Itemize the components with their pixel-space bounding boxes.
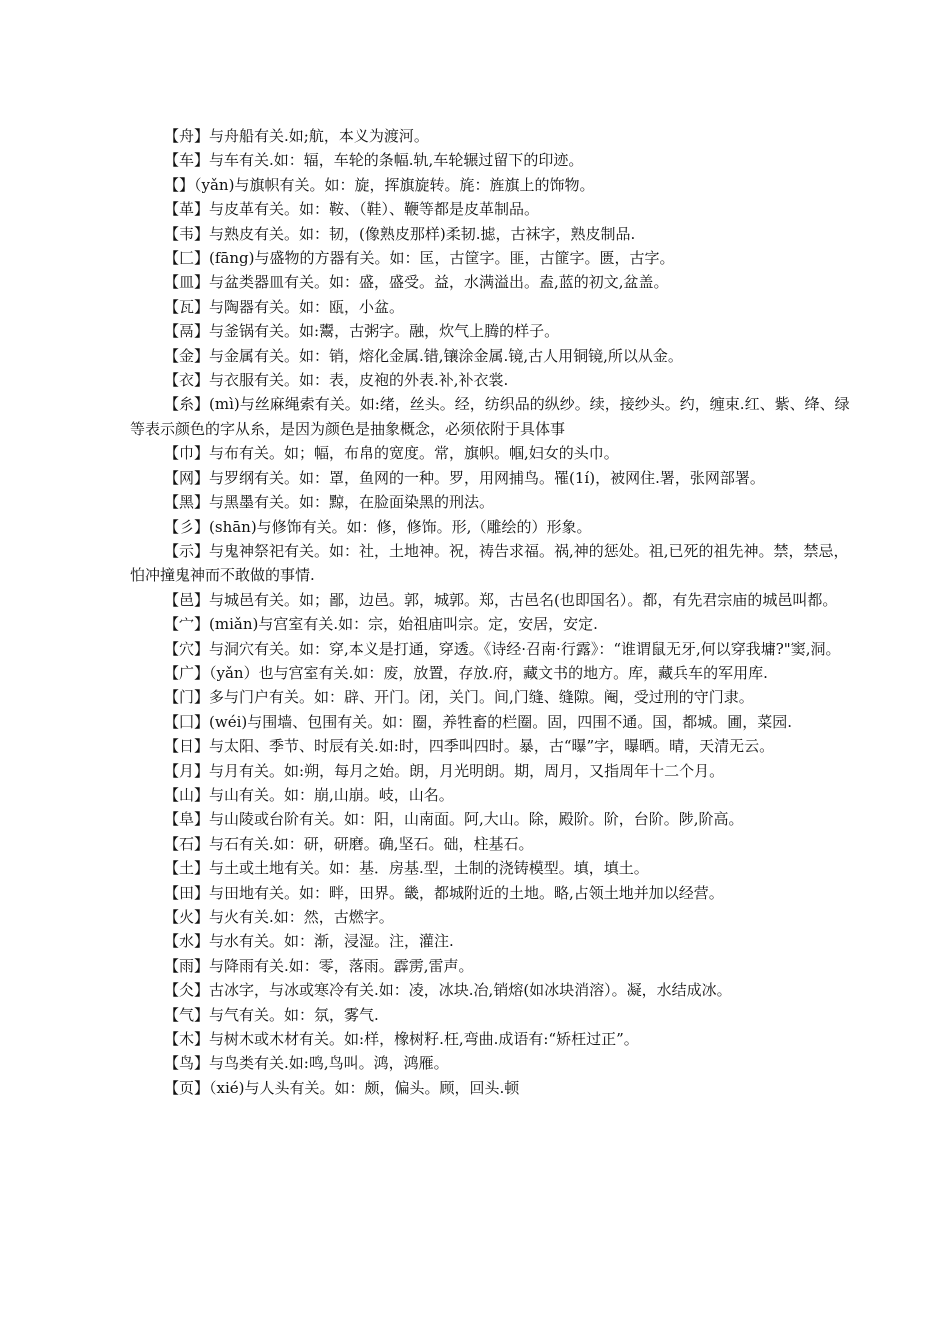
entry-yue	[130, 759, 850, 783]
entry-text: 与水有关。如：渐，浸湿。注，灌注.	[209, 932, 454, 951]
entry-text: (shān)与修饰有关。如：修，修饰。形,（雕绘的）形象。	[209, 517, 592, 536]
entry-li	[130, 319, 850, 343]
radical-label: 【广】	[164, 663, 210, 682]
radical-label: 【黑】	[164, 493, 210, 512]
entry-text: 与鸟类有关.如:鸣,鸟叫。鸿，鸿雁。	[209, 1054, 449, 1073]
entry-text: 与气有关。如：氛，雾气.	[209, 1005, 379, 1024]
radical-label: 【舟】	[164, 127, 210, 145]
entry-shan	[130, 515, 850, 539]
entry-text: (miǎn)与宫室有关.如：宗，始祖庙叫宗。定，安居，安定.	[209, 615, 598, 634]
radical-label: 【】	[164, 175, 195, 194]
radical-label: 【衣】	[164, 371, 210, 390]
radical-label: 【日】	[164, 737, 210, 756]
entry-text: 与熟皮有关。如：韧，(像熟皮那样)柔韧.摅，古袜字，熟皮制品.	[209, 224, 636, 243]
entry-text: （yǎn)与旗帜有关。如：旋，挥旗旋转。旄：旌旗上的饰物。	[194, 175, 595, 194]
entry-yan-flag	[130, 173, 850, 197]
entry-tian	[130, 881, 850, 905]
entry-bing	[130, 978, 850, 1002]
entry-yu	[130, 954, 850, 978]
radical-label: 【门】	[164, 688, 210, 707]
radical-label: 【网】	[164, 468, 210, 487]
radical-label: 【宀】	[164, 615, 210, 634]
radical-label: 【韦】	[164, 224, 210, 243]
radical-label: 【彡】	[164, 517, 210, 536]
radical-label: 【雨】	[164, 956, 210, 975]
entry-niao	[130, 1051, 850, 1075]
entry-wa	[130, 295, 850, 319]
radical-label: 【匚】	[164, 249, 210, 268]
entry-text: 与月有关。如:朔，每月之始。朗，月光明朗。期，周月，又指周年十二个月。	[209, 761, 725, 780]
entry-text: 与布有关。如；幅，布帛的宽度。常，旗帜。帼,妇女的头巾。	[209, 444, 619, 463]
radical-label: 【穴】	[164, 639, 210, 658]
entry-text: 与黑墨有关。如：黥，在脸面染黑的刑法。	[209, 493, 495, 512]
entry-fu	[130, 807, 850, 831]
entry-text: 与石有关.如：研，研磨。确,坚石。础，柱基石。	[209, 834, 534, 853]
entry-yi-city	[130, 588, 850, 612]
entry-text: 多与门户有关。如：辟、开门。闭，关门。间,门缝、缝隙。阉，受过刑的守门隶。	[209, 688, 754, 707]
entry-text: 与田地有关。如：畔，田界。畿，都城附近的土地。略,占领土地并加以经营。	[209, 883, 724, 902]
radical-label: 【巾】	[164, 444, 210, 463]
radical-label: 【鸟】	[164, 1054, 210, 1073]
entry-text: 与金属有关。如：销，熔化金属.错,镶涂金属.镜,古人用铜镜,所以从金。	[209, 346, 683, 365]
radical-label: 【革】	[164, 200, 210, 219]
entry-mian	[130, 612, 850, 636]
entry-jin	[130, 344, 850, 368]
entry-text: 与车有关.如：辐，车轮的条幅.轨,车轮辗过留下的印迹。	[209, 151, 584, 170]
entry-wang	[130, 466, 850, 490]
radical-label: 【阜】	[164, 810, 210, 829]
radical-label: 【火】	[164, 908, 210, 926]
entry-jin-cloth	[130, 441, 850, 465]
radical-label: 【气】	[164, 1005, 210, 1024]
radical-label: 【石】	[164, 834, 210, 853]
entry-qi	[130, 1003, 850, 1027]
radical-label: 【仌】	[164, 981, 210, 1000]
entry-text: 与山陵或台阶有关。如：阳，山南面。阿,大山。除，殿阶。阶，台阶。陟,阶高。	[209, 810, 744, 829]
entry-ye	[130, 1076, 850, 1100]
entry-min	[130, 270, 850, 294]
entry-text: 与陶器有关。如：瓯，小盆。	[209, 297, 405, 316]
entry-mi	[130, 392, 850, 441]
entry-yi-clothes	[130, 368, 850, 392]
entry-shui	[130, 929, 850, 953]
radical-label: 【糸】	[164, 395, 210, 414]
radical-label: 【月】	[164, 761, 210, 780]
entry-shan-mountain	[130, 783, 850, 807]
entry-text: (wéi)与围墙、包围有关。如：圈，养牲畜的栏圈。固，四围不通。国，都城。圃，菜园.	[209, 712, 793, 731]
entry-text: 与山有关。如：崩,山崩。岐，山名。	[209, 785, 454, 804]
entry-text: 古冰字，与冰或寒冷有关.如：凌，冰块.冶,销熔(如冰块消溶）。凝，水结成冰。	[209, 981, 732, 1000]
entry-shi-stone	[130, 832, 850, 856]
entry-text: 与降雨有关.如：零，落雨。霹雳,雷声。	[209, 956, 474, 975]
entry-wei-leather	[130, 222, 850, 246]
entry-che	[130, 148, 850, 172]
radical-label: 【瓦】	[164, 297, 210, 316]
entry-text: 与釜锅有关。如:鬻，古粥字。融，炊气上腾的样子。	[209, 322, 560, 341]
entry-ri	[130, 734, 850, 758]
entry-text: 与火有关.如：然，古燃字。	[209, 908, 394, 926]
entry-wei-enclosure	[130, 710, 850, 734]
entry-text: 与树木或木材有关。如:样，橡树籽.枉,弯曲.成语有:“矫枉过正”。	[209, 1030, 639, 1049]
radical-label: 【邑】	[164, 590, 210, 609]
entry-zhou	[130, 124, 850, 148]
entry-fang	[130, 246, 850, 270]
entry-text: 与洞穴有关。如：穿,本义是打通，穿透。《诗经·召南·行露》：“谁谓鼠无牙,何以穿我墉?"窦,洞。	[209, 639, 841, 658]
radical-label: 【皿】	[164, 273, 210, 292]
entry-tu	[130, 856, 850, 880]
entry-text: 与鬼神祭祀有关。如：社，土地神。祝，祷告求福。祸,神的惩处。祖,已死的祖先神。禁，禁忌，怕冲撞鬼神而不敢做的事情.	[130, 541, 849, 585]
entry-text: (fāng)与盛物的方器有关。如：匡，古筐字。匪，古篚字。匮，古字。	[209, 249, 675, 268]
radical-label: 【鬲】	[164, 322, 210, 341]
entry-men	[130, 685, 850, 709]
entry-text: 与舟船有关.如;航，本义为渡河。	[209, 127, 429, 145]
entry-text: 与土或土地有关。如：基．房基.型，土制的浇铸模型。填，填土。	[209, 859, 649, 878]
entry-huo	[130, 905, 850, 929]
entry-hei	[130, 490, 850, 514]
entry-text: 与太阳、季节、时辰有关.如:时，四季叫四时。暴，古“曝”字，曝晒。晴，天清无云。	[209, 737, 775, 756]
radical-label: 【山】	[164, 785, 210, 804]
radical-label: 【金】	[164, 346, 210, 365]
entry-xue	[130, 637, 850, 661]
entry-text: 与衣服有关。如：表，皮袍的外表.补,补衣裳.	[209, 371, 509, 390]
entry-text: 与城邑有关。如；鄙，边邑。郭，城郭。郑，古邑名(也即国名）。都，有先君宗庙的城邑叫都。	[209, 590, 838, 609]
entry-text: （yǎn）也与宫室有关.如：废，放置，存放.府，藏文书的地方。库，藏兵车的军用库.	[209, 663, 768, 682]
radical-label: 【囗】	[164, 712, 210, 731]
radical-label: 【示】	[164, 541, 210, 560]
entry-text: 与盆类器皿有关。如：盛，盛受。益，水满溢出。盍,蓝的初文,盆盖。	[209, 273, 669, 292]
entry-yan-shelter	[130, 661, 850, 685]
radical-label: 【土】	[164, 859, 210, 878]
radical-label: 【页】	[164, 1078, 210, 1097]
entry-text: 与罗纲有关。如：罩，鱼网的一种。罗，用网捕鸟。罹(1í)，被网住.署，张网部署。	[209, 468, 765, 487]
entry-mu	[130, 1027, 850, 1051]
entry-text: (mì)与丝麻绳索有关。如:绪，丝头。经，纺织品的纵纱。续，接纱头。约，缠束.红、紫、绛、绿等表示颜色的字从糸，是因为颜色是抽象概念，必须依附于具体事	[130, 395, 850, 438]
radical-label: 【木】	[164, 1030, 210, 1049]
radical-label: 【田】	[164, 883, 210, 902]
radical-label: 【水】	[164, 932, 210, 951]
entry-ge	[130, 197, 850, 221]
entry-text: 与皮革有关。如：鞍、（鞋）、鞭等都是皮革制品。	[209, 200, 540, 219]
entry-shi	[130, 539, 850, 588]
entry-text: （xié)与人头有关。如：颇，偏头。顾，回头.顿	[209, 1078, 520, 1097]
radical-label: 【车】	[164, 151, 210, 170]
radical-list	[130, 124, 850, 1100]
